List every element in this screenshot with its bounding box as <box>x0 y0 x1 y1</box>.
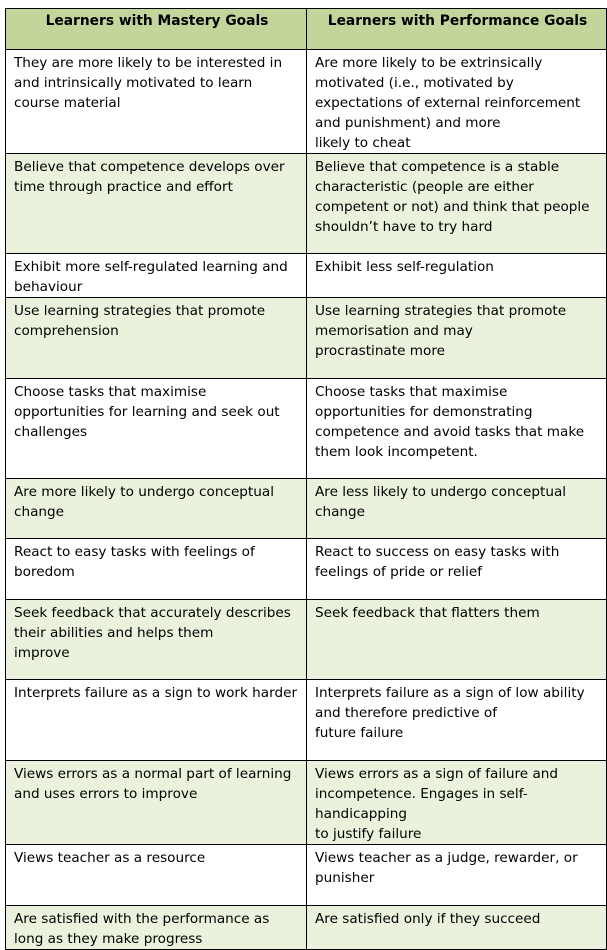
performance-cell-line: Interprets failure as a sign of low ability <box>315 685 585 701</box>
table-row <box>6 680 607 761</box>
performance-cell-line: shouldn’t have to try hard <box>315 219 493 235</box>
mastery-cell-line: change <box>14 504 65 520</box>
mastery-cell-line: and uses errors to improve <box>14 786 198 802</box>
header-performance: Learners with Performance Goals <box>307 9 607 50</box>
mastery-cell-line: improve <box>14 645 70 661</box>
table-row <box>6 298 607 379</box>
header-row <box>6 9 607 50</box>
table-row <box>6 761 607 845</box>
mastery-cell-line: Choose tasks that maximise <box>14 384 207 400</box>
performance-cell-line: Exhibit less self-regulation <box>315 259 494 275</box>
mastery-cell <box>6 680 307 761</box>
performance-cell-line: procrastinate more <box>315 343 445 359</box>
performance-cell-line: React to success on easy tasks with <box>315 544 560 560</box>
performance-cell-line: characteristic (people are either <box>315 179 534 195</box>
performance-cell-line: competent or not) and think that people <box>315 199 590 215</box>
performance-cell-line: change <box>315 504 366 520</box>
mastery-cell <box>6 845 307 906</box>
performance-cell-line: handicapping <box>315 806 408 822</box>
table-row <box>6 254 607 298</box>
performance-cell <box>307 906 607 950</box>
performance-cell-line: Views teacher as a judge, rewarder, or <box>315 850 578 866</box>
mastery-cell <box>6 254 307 298</box>
table-row <box>6 600 607 680</box>
performance-cell <box>307 845 607 906</box>
performance-cell <box>307 539 607 600</box>
performance-cell-line: them look incompetent. <box>315 444 478 460</box>
table-body <box>6 50 607 950</box>
mastery-cell-line: Seek feedback that accurately describes <box>14 605 291 621</box>
mastery-cell-line: Are satisfied with the performance as <box>14 911 270 927</box>
mastery-cell-line: Exhibit more self-regulated learning and <box>14 259 288 275</box>
performance-cell-line: Views errors as a sign of failure and <box>315 766 559 782</box>
mastery-cell-line: Use learning strategies that promote <box>14 303 266 319</box>
mastery-cell-line: boredom <box>14 564 75 580</box>
performance-cell-line: Seek feedback that flatters them <box>315 605 540 621</box>
performance-cell-line: incompetence. Engages in self- <box>315 786 528 802</box>
mastery-cell-line: time through practice and effort <box>14 179 233 195</box>
performance-cell <box>307 479 607 539</box>
mastery-cell <box>6 479 307 539</box>
performance-cell-line: punisher <box>315 870 375 886</box>
mastery-cell-line: Believe that competence develops over <box>14 159 285 175</box>
mastery-cell <box>6 298 307 379</box>
mastery-cell-line: and intrinsically motivated to learn <box>14 75 253 91</box>
performance-cell-line: competence and avoid tasks that make <box>315 424 585 440</box>
mastery-cell-line: Views errors as a normal part of learning <box>14 766 292 782</box>
table-row <box>6 906 607 950</box>
performance-cell-line: memorisation and may <box>315 323 473 339</box>
performance-cell-line: to justify failure <box>315 826 422 842</box>
performance-cell-line: Believe that competence is a stable <box>315 159 560 175</box>
performance-cell-line: Are satisfied only if they succeed <box>315 911 541 927</box>
performance-cell <box>307 154 607 254</box>
performance-cell <box>307 379 607 479</box>
header-mastery: Learners with Mastery Goals <box>6 9 307 50</box>
mastery-cell <box>6 600 307 680</box>
mastery-cell-line: Are more likely to undergo conceptual <box>14 484 274 500</box>
mastery-cell-line: They are more likely to be interested in <box>14 55 283 71</box>
performance-cell-line: Are less likely to undergo conceptual <box>315 484 567 500</box>
table-row <box>6 154 607 254</box>
performance-cell <box>307 761 607 845</box>
mastery-cell-line: comprehension <box>14 323 119 339</box>
performance-cell <box>307 254 607 298</box>
performance-cell-line: Choose tasks that maximise <box>315 384 508 400</box>
mastery-cell <box>6 154 307 254</box>
performance-cell-line: opportunities for demonstrating <box>315 404 533 420</box>
mastery-cell <box>6 906 307 950</box>
mastery-cell-line: challenges <box>14 424 88 440</box>
mastery-cell-line: Views teacher as a resource <box>14 850 206 866</box>
table-row <box>6 539 607 600</box>
mastery-cell <box>6 379 307 479</box>
mastery-cell-line: behaviour <box>14 279 83 295</box>
table-row <box>6 479 607 539</box>
performance-cell-line: expectations of external reinforcement <box>315 95 581 111</box>
performance-cell <box>307 680 607 761</box>
mastery-cell-line: React to easy tasks with feelings of <box>14 544 255 560</box>
performance-cell-line: feelings of pride or relief <box>315 564 483 580</box>
table-row <box>6 50 607 154</box>
performance-cell-line: future failure <box>315 725 404 741</box>
table-row <box>6 845 607 906</box>
mastery-cell <box>6 50 307 154</box>
mastery-cell <box>6 539 307 600</box>
performance-cell-line: and therefore predictive of <box>315 705 498 721</box>
performance-cell <box>307 50 607 154</box>
mastery-cell <box>6 761 307 845</box>
mastery-cell-line: long as they make progress <box>14 931 203 947</box>
mastery-cell-line: opportunities for learning and seek out <box>14 404 280 420</box>
mastery-cell-line: their abilities and helps them <box>14 625 214 641</box>
table-row <box>6 379 607 479</box>
performance-cell-line: and punishment) and more <box>315 115 501 131</box>
performance-cell-line: motivated (i.e., motivated by <box>315 75 514 91</box>
mastery-cell-line: course material <box>14 95 121 111</box>
performance-cell <box>307 298 607 379</box>
performance-cell-line: Use learning strategies that promote <box>315 303 567 319</box>
performance-cell-line: likely to cheat <box>315 135 411 151</box>
performance-cell-line: Are more likely to be extrinsically <box>315 55 543 71</box>
performance-cell <box>307 600 607 680</box>
mastery-cell-line: Interprets failure as a sign to work harder <box>14 685 298 701</box>
goals-comparison-table <box>5 8 607 950</box>
